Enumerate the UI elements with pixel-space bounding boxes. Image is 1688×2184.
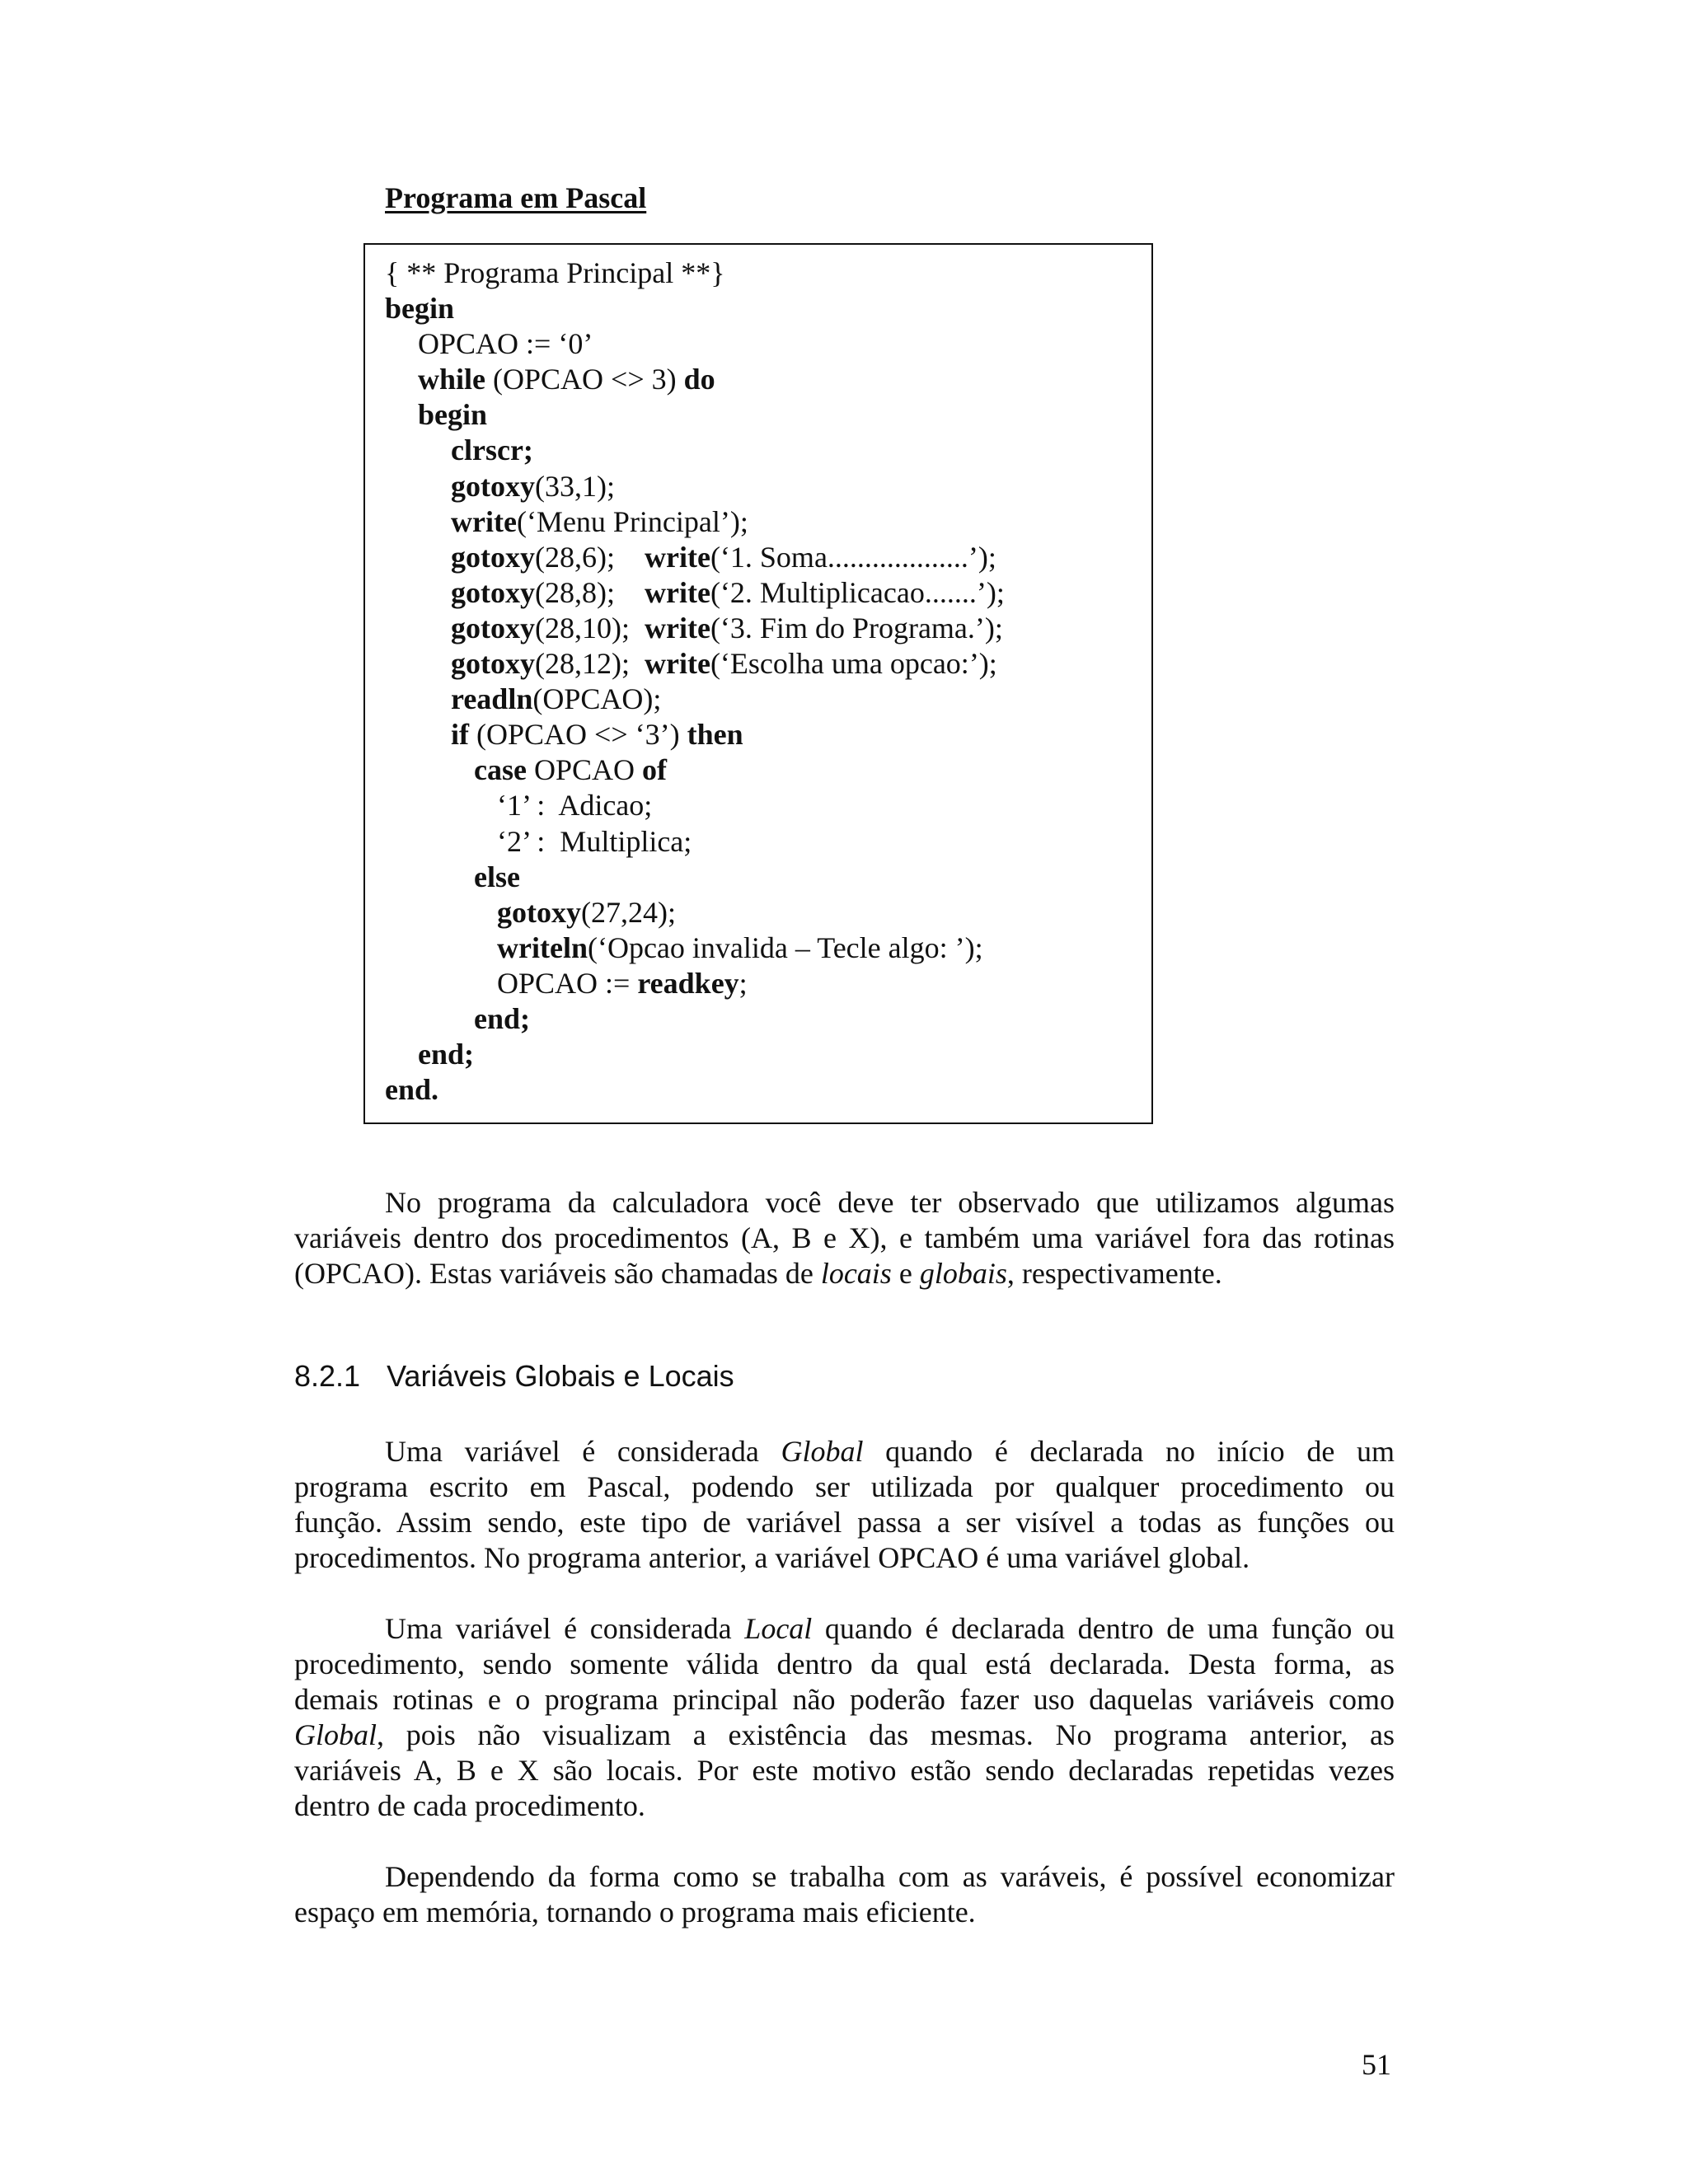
- code-keyword: gotoxy: [451, 469, 535, 503]
- text-segment: (OPCAO). Estas variáveis são chamadas de: [294, 1257, 821, 1290]
- text-segment: variáveis dentro dos procedimentos (A, B e X), e também uma variável fora das rotinas: [294, 1221, 1395, 1254]
- text-segment: demais rotinas e o programa principal não poderão fazer uso daquelas variáveis como: [294, 1683, 1395, 1716]
- code-keyword: begin: [385, 292, 455, 326]
- code-keyword: end;: [474, 1001, 531, 1035]
- code-keyword: readkey: [637, 966, 739, 1000]
- code-keyword: gotoxy: [497, 895, 581, 929]
- section-title: Variáveis Globais e Locais: [387, 1359, 734, 1393]
- code-line: [385, 575, 1005, 611]
- code-text: OPCAO :=: [497, 966, 638, 1000]
- code-text: (‘3. Fim do Programa.’);: [710, 611, 1003, 644]
- code-keyword: write: [644, 540, 710, 574]
- text-segment: , pois não visualizam a existência das mesmas. No programa anterior, as: [377, 1718, 1395, 1751]
- code-line: [385, 362, 1005, 397]
- code-line: [385, 255, 1005, 291]
- text-line: [294, 1682, 1395, 1718]
- code-keyword: clrscr;: [451, 434, 533, 467]
- code-line: [385, 1001, 1005, 1037]
- text-line: [294, 1718, 1395, 1753]
- pascal-code-listing: [385, 255, 1005, 1108]
- page-number: 51: [1362, 2048, 1391, 2081]
- code-keyword: gotoxy: [451, 575, 535, 609]
- code-keyword: of: [642, 753, 667, 787]
- code-text: { ** Programa Principal **}: [385, 256, 725, 289]
- code-text: (‘2. Multiplicacao.......’);: [710, 575, 1005, 609]
- code-keyword: gotoxy: [451, 540, 535, 574]
- text-line: [294, 1434, 1395, 1469]
- text-segment: Uma variável é considerada: [385, 1612, 745, 1645]
- code-keyword: gotoxy: [451, 647, 535, 681]
- code-keyword: case: [474, 753, 527, 787]
- text-segment: , respectivamente.: [1006, 1257, 1222, 1290]
- code-line: [385, 611, 1005, 646]
- text-line: [294, 1611, 1395, 1647]
- paragraph-memory-economy: [294, 1859, 1395, 1930]
- code-line: [385, 433, 1005, 468]
- code-line: [385, 504, 1005, 540]
- code-keyword: gotoxy: [451, 611, 535, 644]
- code-line: [385, 540, 1005, 575]
- text-segment: função. Assim sendo, este tipo de variável passa a ser visível a todas as funções ou: [294, 1506, 1395, 1539]
- text-line: [294, 1185, 1395, 1221]
- italic-text: Global: [781, 1435, 864, 1468]
- paragraph-local-variable: [294, 1611, 1395, 1824]
- code-line: [385, 1037, 1005, 1072]
- section-heading: [294, 1361, 734, 1391]
- code-keyword: write: [644, 611, 710, 644]
- code-keyword: writeln: [497, 930, 588, 964]
- text-segment: procedimento, sendo somente válida dentro da qual está declarada. Desta forma, as: [294, 1647, 1395, 1680]
- code-line: [385, 824, 1005, 860]
- code-line: [385, 717, 1005, 752]
- code-text: (28,6);: [535, 540, 645, 574]
- text-line: [294, 1540, 1395, 1576]
- code-line: [385, 682, 1005, 717]
- text-line: [294, 1895, 1395, 1930]
- code-text: (‘1. Soma...................’);: [710, 540, 996, 574]
- text-segment: No programa da calculadora você deve ter observado que utilizamos algumas: [385, 1186, 1395, 1219]
- code-text: OPCAO := ‘0’: [418, 327, 593, 361]
- code-line: [385, 326, 1005, 362]
- italic-text: locais: [820, 1257, 892, 1290]
- code-text: (‘Menu Principal’);: [516, 504, 748, 538]
- code-keyword: end.: [385, 1073, 439, 1107]
- text-line: [294, 1221, 1395, 1256]
- code-line: [385, 397, 1005, 433]
- text-segment: procedimentos. No programa anterior, a variável OPCAO é uma variável global.: [294, 1541, 1250, 1574]
- code-line: [385, 646, 1005, 682]
- code-keyword: while: [418, 363, 486, 396]
- text-segment: variáveis A, B e X são locais. Por este motivo estão sendo declaradas repetidas vezes: [294, 1754, 1395, 1787]
- text-line: [294, 1469, 1395, 1505]
- italic-text: Local: [744, 1612, 813, 1645]
- code-text: ‘1’ : Adicao;: [497, 789, 653, 823]
- text-line: [294, 1256, 1395, 1291]
- text-line: [294, 1753, 1395, 1788]
- code-keyword: readln: [451, 682, 533, 716]
- code-line: [385, 469, 1005, 504]
- code-text: (28,12);: [535, 647, 645, 681]
- text-segment: quando é declarada no início de um: [863, 1435, 1395, 1468]
- text-segment: e: [891, 1257, 920, 1290]
- code-keyword: begin: [418, 398, 488, 432]
- text-line: [294, 1647, 1395, 1682]
- text-segment: Dependendo da forma como se trabalha com as varáveis, é possível economizar: [385, 1860, 1395, 1893]
- code-line: [385, 291, 1005, 326]
- paragraph-intro-variables: [294, 1185, 1395, 1291]
- code-text: OPCAO: [526, 753, 642, 787]
- text-segment: quando é declarada dentro de uma função ou: [812, 1612, 1395, 1645]
- text-segment: dentro de cada procedimento.: [294, 1789, 645, 1822]
- text-line: [294, 1505, 1395, 1540]
- code-text: (28,8);: [535, 575, 645, 609]
- code-text: ‘2’ : Multiplica;: [497, 824, 692, 858]
- code-keyword: then: [687, 718, 743, 752]
- text-segment: Uma variável é considerada: [385, 1435, 781, 1468]
- code-line: [385, 860, 1005, 895]
- code-text: ;: [738, 966, 748, 1000]
- text-line: [294, 1859, 1395, 1895]
- code-text: (OPCAO);: [532, 682, 662, 716]
- italic-text: globais: [919, 1257, 1007, 1290]
- paragraph-global-variable: [294, 1434, 1395, 1576]
- code-keyword: end;: [418, 1038, 475, 1071]
- code-keyword: do: [683, 363, 715, 396]
- code-line: [385, 752, 1005, 788]
- text-line: [294, 1788, 1395, 1824]
- text-segment: programa escrito em Pascal, podendo ser utilizada por qualquer procedimento ou: [294, 1470, 1395, 1503]
- code-keyword: write: [451, 504, 517, 538]
- code-text: (‘Escolha uma opcao:’);: [710, 647, 997, 681]
- code-text: (OPCAO <> ‘3’): [469, 718, 687, 752]
- code-text: (OPCAO <> 3): [485, 363, 684, 396]
- code-line: [385, 895, 1005, 930]
- code-line: [385, 966, 1005, 1001]
- code-keyword: else: [474, 860, 520, 893]
- code-keyword: if: [451, 718, 469, 752]
- italic-text: Global: [294, 1718, 377, 1751]
- code-text: (‘Opcao invalida – Tecle algo: ’);: [587, 930, 983, 964]
- code-text: (28,10);: [535, 611, 645, 644]
- code-text: (33,1);: [535, 469, 615, 503]
- code-line: [385, 788, 1005, 823]
- code-section-heading: Programa em Pascal: [385, 181, 647, 214]
- text-segment: espaço em memória, tornando o programa mais eficiente.: [294, 1896, 976, 1929]
- code-line: [385, 930, 1005, 966]
- code-keyword: write: [644, 575, 710, 609]
- section-number: 8.2.1: [294, 1359, 361, 1393]
- code-line: [385, 1072, 1005, 1108]
- code-keyword: write: [644, 647, 710, 681]
- code-text: (27,24);: [581, 895, 676, 929]
